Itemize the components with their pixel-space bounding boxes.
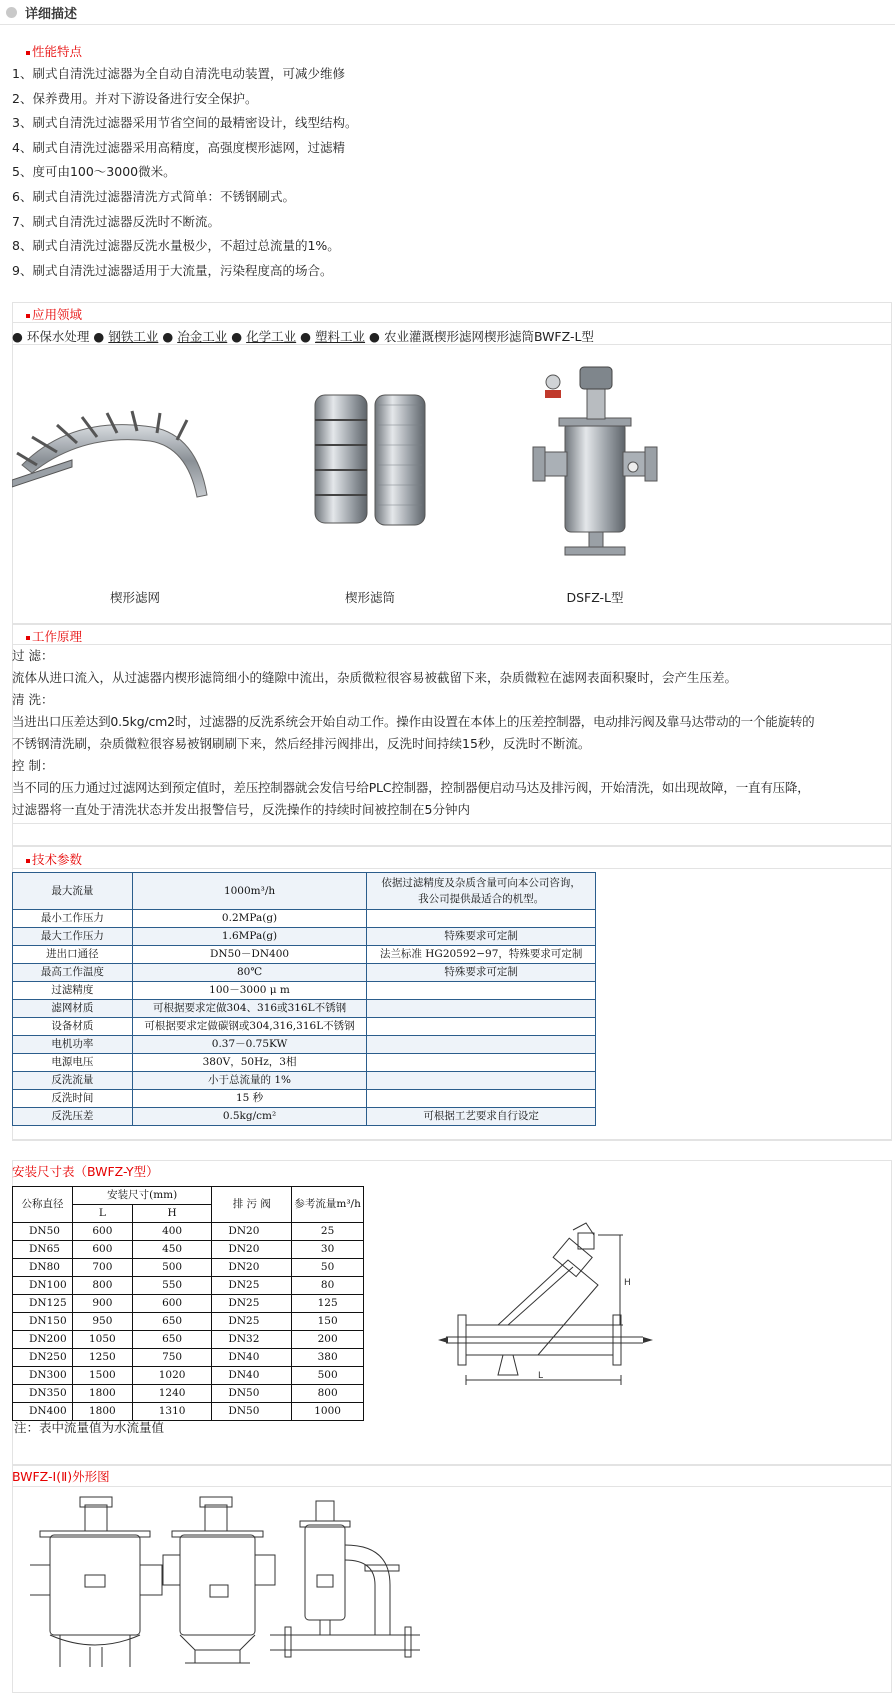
table-cell: 0.37－0.75KW: [132, 1036, 367, 1054]
table-cell: DN20: [212, 1223, 292, 1241]
table-row: [13, 910, 596, 928]
header-size: 安装尺寸(mm): [72, 1187, 211, 1205]
table-cell: 800: [72, 1277, 132, 1295]
table-cell: 反洗时间: [13, 1090, 133, 1108]
table-cell: 1500: [72, 1367, 132, 1385]
table-cell: 600: [72, 1241, 132, 1259]
table-cell: 1310: [132, 1403, 212, 1421]
table-cell: 15 秒: [132, 1090, 367, 1108]
feature-item: 8、刷式自清洗过滤器反洗水量极少，不超过总流量的1%。: [12, 238, 340, 254]
bullet-icon: ●: [369, 329, 380, 344]
table-cell: 450: [132, 1241, 212, 1259]
table-cell: 1240: [132, 1385, 212, 1403]
install-title: 安装尺寸表（BWFZ-Y型）: [12, 1164, 159, 1179]
table-cell: 400: [132, 1223, 212, 1241]
wedge-screen-image: [12, 405, 212, 510]
table-row: [13, 1367, 364, 1385]
feature-item: 9、刷式自清洗过滤器适用于大流量，污染程度高的场合。: [12, 262, 333, 278]
table-cell: 滤网材质: [13, 1000, 133, 1018]
table-cell: 600: [132, 1295, 212, 1313]
table-cell: 150: [292, 1313, 364, 1331]
table-cell: [367, 982, 596, 1000]
table-cell: 30: [292, 1241, 364, 1259]
table-cell: DN50: [13, 1223, 73, 1241]
feature-item: 3、刷式自清洗过滤器采用节省空间的最精密设计，线型结构。: [12, 115, 358, 131]
table-row: [13, 1277, 364, 1295]
application-item: 环保水处理: [26, 329, 90, 344]
bullet-icon: ●: [162, 329, 174, 344]
table-cell: [367, 1072, 596, 1090]
clean-text: 当进出口压差达到0.5kg/cm2时，过滤器的反洗系统会开始自动工作。操作由设置在本体上的压差控制器，电动排污阀及靠马达带动的一个能旋转的: [12, 714, 815, 729]
control-text: 当不同的压力通过过滤网达到预定值时，差压控制器就会发信号给PLC控制器，控制器便启动马达及排污阀，开始清洗，如出现故障，一直有压降，: [12, 780, 810, 795]
table-cell: DN150: [13, 1313, 73, 1331]
table-cell: DN40: [212, 1349, 292, 1367]
feature-item: 1、刷式自清洗过滤器为全自动自清洗电动装置，可减少维修: [12, 66, 345, 81]
table-row: [13, 1072, 596, 1090]
table-cell: 500: [132, 1259, 212, 1277]
table-row: [13, 1054, 596, 1072]
table-cell: DN350: [13, 1385, 73, 1403]
table-row: [13, 1018, 596, 1036]
feature-item: 4、刷式自清洗过滤器采用高精度，高强度楔形滤网，过滤精: [12, 139, 345, 155]
dsfz-l-filter-image: [525, 362, 665, 572]
table-row: [13, 1295, 364, 1313]
table-cell: 80: [292, 1277, 364, 1295]
table-cell: 1000: [292, 1403, 364, 1421]
table-row: [13, 1223, 364, 1241]
application-link[interactable]: 化学工业: [246, 329, 297, 344]
table-cell: DN25: [212, 1277, 292, 1295]
table-cell: 1250: [72, 1349, 132, 1367]
table-cell: DN65: [13, 1241, 73, 1259]
table-cell: 电源电压: [13, 1054, 133, 1072]
caption-wedge-screen: 楔形滤网: [109, 590, 160, 605]
filter-text: 流体从进口流入，从过滤器内楔形滤筒细小的缝隙中流出，杂质微粒很容易被截留下来，杂质微粒在滤网表面积聚时，会产生压差。: [12, 670, 738, 685]
applications-list: [12, 327, 594, 345]
tech-title: 技术参数: [26, 850, 82, 868]
table-row: [13, 964, 596, 982]
table-cell: [367, 1054, 596, 1072]
header-flow: 参考流量m³/h: [292, 1187, 364, 1223]
table-cell: 最高工作温度: [13, 964, 133, 982]
dim-l-label: L: [538, 1371, 544, 1381]
table-cell: 可根据工艺要求自行设定: [367, 1108, 596, 1126]
bwfz-y-drawing: [438, 1215, 653, 1395]
tech-params-table: [12, 872, 596, 1126]
table-cell: 50: [292, 1259, 364, 1277]
table-cell: 1.6MPa(g): [132, 928, 367, 946]
table-row: [13, 1000, 596, 1018]
divider: [12, 322, 892, 323]
table-cell: 可根据要求定做304、316或316L不锈钢: [132, 1000, 367, 1018]
table-cell: DN25: [212, 1295, 292, 1313]
square-bullet-icon: [26, 314, 30, 318]
table-cell: 0.2MPa(g): [132, 910, 367, 928]
table-cell: 950: [72, 1313, 132, 1331]
table-cell: [367, 1000, 596, 1018]
bullet-icon: ●: [231, 329, 243, 344]
application-link[interactable]: 冶金工业: [177, 329, 228, 344]
table-cell: 进出口通径: [13, 946, 133, 964]
table-cell: DN125: [13, 1295, 73, 1313]
application-link[interactable]: 钢铁工业: [108, 329, 159, 344]
install-note: 注：表中流量值为水流量值: [14, 1420, 165, 1435]
table-cell: 0.5kg/cm²: [132, 1108, 367, 1126]
table-cell: 可根据要求定做碳钢或304,316,316L不锈钢: [132, 1018, 367, 1036]
table-cell: DN200: [13, 1331, 73, 1349]
clean-text-cont: 不锈钢清洗刷，杂质微粒很容易被钢刷刷下来，然后经排污阀排出，反洗时间持续15秒，反洗时不断流。: [12, 736, 591, 751]
table-cell: [367, 1018, 596, 1036]
table-cell: DN300: [13, 1367, 73, 1385]
table-cell: [367, 910, 596, 928]
table-cell: DN40: [212, 1367, 292, 1385]
table-cell: 80℃: [132, 964, 367, 982]
install-size-table: [12, 1186, 364, 1421]
principle-title: 工作原理: [26, 627, 82, 645]
table-row: [13, 1313, 364, 1331]
table-cell: 380: [292, 1349, 364, 1367]
table-cell: DN80: [13, 1259, 73, 1277]
table-cell: 最大流量: [13, 873, 133, 910]
feature-item: 5、度可由100～3000微米。: [12, 164, 176, 180]
bullet-icon: ●: [300, 329, 312, 344]
table-row: [13, 982, 596, 1000]
applications-title: 应用领域: [26, 305, 82, 323]
table-cell: 最小工作压力: [13, 910, 133, 928]
feature-item: 7、刷式自清洗过滤器反洗时不断流。: [12, 213, 220, 229]
table-cell: DN250: [13, 1349, 73, 1367]
table-cell: 特殊要求可定制: [367, 964, 596, 982]
table-row: [13, 1385, 364, 1403]
table-cell: 900: [72, 1295, 132, 1313]
table-cell: DN20: [212, 1259, 292, 1277]
table-cell: DN50: [212, 1385, 292, 1403]
section-header: [0, 0, 895, 25]
table-cell: DN400: [13, 1403, 73, 1421]
table-cell: 380V，50Hz，3相: [132, 1054, 367, 1072]
table-cell: 600: [72, 1223, 132, 1241]
table-cell: 1000m³/h: [132, 873, 367, 910]
table-cell: 特殊要求可定制: [367, 928, 596, 946]
table-cell: 过滤精度: [13, 982, 133, 1000]
table-cell: 反洗压差: [13, 1108, 133, 1126]
header-dn: 公称直径: [13, 1187, 73, 1223]
divider: [12, 1486, 892, 1487]
table-cell: 650: [132, 1331, 212, 1349]
table-cell: [367, 1036, 596, 1054]
clean-label: 清 洗：: [12, 692, 54, 707]
circle-icon: [6, 7, 17, 18]
header-drain: 排 污 阀: [212, 1187, 292, 1223]
table-cell: 小于总流量的 1%: [132, 1072, 367, 1090]
table-cell: 25: [292, 1223, 364, 1241]
filter-label: 过 滤：: [12, 648, 54, 663]
caption-dsfz-l: DSFZ-L型: [566, 590, 624, 605]
table-cell: 法兰标准 HG20592−97，特殊要求可定制: [367, 946, 596, 964]
caption-wedge-cylinder: 楔形滤筒: [344, 590, 395, 605]
table-cell: 200: [292, 1331, 364, 1349]
table-cell: [367, 1090, 596, 1108]
divider: [12, 1140, 892, 1141]
table-cell: 650: [132, 1313, 212, 1331]
table-cell: 800: [292, 1385, 364, 1403]
divider: [12, 823, 892, 824]
table-cell: 设备材质: [13, 1018, 133, 1036]
control-text-cont: 过滤器将一直处于清洗状态并发出报警信号，反洗操作的持续时间被控制在5分钟内: [12, 802, 470, 817]
application-link[interactable]: 塑料工业: [315, 329, 366, 344]
table-cell: DN32: [212, 1331, 292, 1349]
table-row: [13, 873, 596, 910]
table-row: [13, 946, 596, 964]
divider: [12, 868, 892, 869]
table-row: [13, 1241, 364, 1259]
table-cell: 最大工作压力: [13, 928, 133, 946]
table-cell: 电机功率: [13, 1036, 133, 1054]
principle-text: [12, 645, 887, 821]
header-l: L: [72, 1205, 132, 1223]
table-cell: 1020: [132, 1367, 212, 1385]
dim-h-label: H: [624, 1278, 631, 1288]
table-cell: 100－3000 μ m: [132, 982, 367, 1000]
table-cell: DN100: [13, 1277, 73, 1295]
header-h: H: [132, 1205, 212, 1223]
wedge-cylinder-image: [310, 390, 440, 530]
table-row: [13, 928, 596, 946]
table-row: [13, 1259, 364, 1277]
table-cell: DN20: [212, 1241, 292, 1259]
table-row: [13, 1331, 364, 1349]
table-cell: 1050: [72, 1331, 132, 1349]
bwfz-outline-drawings: [30, 1495, 450, 1670]
table-cell: 700: [72, 1259, 132, 1277]
application-item: 农业灌溉楔形滤网楔形滤筒BWFZ-L型: [383, 329, 594, 344]
table-cell: DN50－DN400: [132, 946, 367, 964]
square-bullet-icon: [26, 636, 30, 640]
control-label: 控 制：: [12, 758, 54, 773]
table-cell: 依据过滤精度及杂质含量可向本公司咨询，我公司提供最适合的机型。: [367, 873, 596, 910]
table-cell: DN25: [212, 1313, 292, 1331]
table-row: [13, 1036, 596, 1054]
outline-title: BWFZ-Ⅰ(Ⅱ)外形图: [12, 1469, 110, 1484]
feature-item: 2、保养费用。并对下游设备进行安全保护。: [12, 90, 258, 106]
bullet-icon: ●: [93, 329, 105, 344]
table-cell: 750: [132, 1349, 212, 1367]
feature-item: 6、刷式自清洗过滤器清洗方式简单：不锈钢刷式。: [12, 189, 295, 204]
table-cell: 反洗流量: [13, 1072, 133, 1090]
table-row: [13, 1349, 364, 1367]
table-row: [13, 1090, 596, 1108]
square-bullet-icon: [26, 859, 30, 863]
table-cell: 1800: [72, 1385, 132, 1403]
features-title: 性能特点: [26, 42, 82, 60]
table-cell: DN50: [212, 1403, 292, 1421]
table-cell: 500: [292, 1367, 364, 1385]
bullet-icon: ●: [12, 329, 23, 344]
table-cell: 550: [132, 1277, 212, 1295]
header-title: 详细描述: [25, 6, 78, 22]
table-cell: 1800: [72, 1403, 132, 1421]
table-row: [13, 1108, 596, 1126]
square-bullet-icon: [26, 51, 30, 55]
table-cell: 125: [292, 1295, 364, 1313]
